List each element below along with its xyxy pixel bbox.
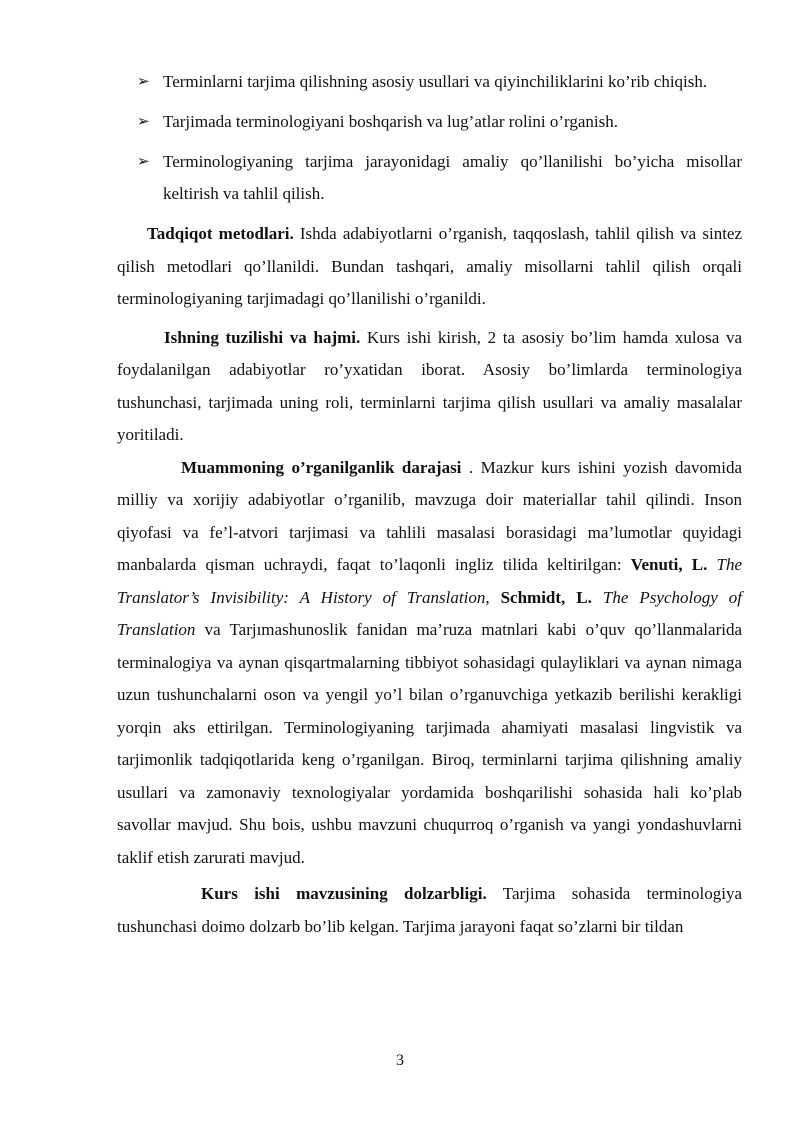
structure-text: Kurs ishi kirish, 2 ta asosiy bo’lim hamda xulosa va foydalanilgan adabiyotlar ro’yxatidan iborat. Asosiy bo’limlarda terminologiya tushunchasi, tarjimada uning roli, terminlarni tarjima qilish usullari va amaliy masalalar yoritiladi.: [117, 327, 742, 444]
problem-paragraph: [117, 452, 742, 875]
relevance-text: Tarjima sohasida terminologiya tushunchasi doimo dolzarb bo’lib kelgan. Tarjima jarayoni faqat so’zlarni bir tildan: [117, 884, 742, 936]
relevance-paragraph: [117, 878, 742, 943]
reference-title: The Translator’s Invisibility: A History of Translation: [117, 555, 742, 607]
reference-separator: ,: [485, 587, 501, 607]
objective-bullet: [117, 146, 742, 210]
bullet-text: Tarjimada terminologiyani boshqarish va lug’atlar rolini o’rganish.: [163, 112, 619, 131]
arrow-bullet-icon: ➢: [137, 74, 150, 90]
problem-text-continued: va Tarjımashunoslik fanidan ma’ruza matnlari kabi o’quv qo’llanmalarida terminalogiya va aynan qisqartmalarning tibbiyot sohasidagi qulayliklari va aynan nimaga uzun tushunchalarni oson va yengil yo’l bilan o’rganuvchiga yetkazib berilishi kerakligi yorqin aks ettirilgan. Terminologiyaning tarjimada ahamiyati masalasi lingvistik va tarjimonlik tadqiqotlarida keng o’rganilgan. Biroq, terminlarni tarjima qilishning amaliy usullari va zamonaviy texnologiyalar yordamida boshqarilishi sohasida hali ko’plab savollar mavjud. Shu bois, ushbu mavzuni chuqurroq o’rganish va yangi yondashuvlarni taklif etish zarurati mavjud.: [117, 620, 742, 867]
bullet-text: Terminologiyaning tarjima jarayonidagi amaliy qo’llanilishi bo’yicha misollar keltirish va tahlil qilish.: [163, 152, 742, 203]
arrow-bullet-icon: ➢: [137, 154, 150, 170]
bullet-text: Terminlarni tarjima qilishning asosiy usullari va qiyinchiliklarini ko’rib chiqish.: [163, 72, 708, 91]
page-number: 3: [396, 1052, 404, 1069]
page-content: [117, 66, 742, 943]
structure-paragraph: [117, 322, 742, 452]
structure-heading: Ishning tuzilishi va hajmi.: [164, 327, 361, 347]
problem-text: . Mazkur kurs ishini yozish davomida milliy va xorijiy adabiyotlar o’rganilib, mavzuga doir materiallar tahil qilindi. Inson qiyofasi va fe’l-atvori tarjimasi va tahlili masalasi borasidagi ma’lumotlar quyidagi manbalarda qisman uchraydi, faqat to’laqonli ingliz tilida keltirilgan:: [117, 457, 742, 574]
objective-bullet: [117, 66, 742, 98]
problem-heading: Muammoning o’rganilganlik darajasi: [181, 457, 462, 477]
objective-bullet: [117, 106, 742, 138]
reference-author: Venuti, L.: [630, 555, 708, 574]
methods-paragraph: [117, 218, 742, 316]
methods-text: Ishda adabiyotlarni o’rganish, taqqoslash, tahlil qilish va sintez qilish metodlari qo’llanildi. Bundan tashqari, amaliy misollarni tahlil qilish orqali terminologiyaning tarjimadagi qo’llanilishi o’rganildi.: [117, 224, 743, 308]
reference-title: The Psychology of Translation: [117, 587, 743, 639]
reference-author: Schmidt, L.: [500, 587, 592, 607]
arrow-bullet-icon: ➢: [137, 114, 150, 130]
relevance-heading: Kurs ishi mavzusining dolzarbligi.: [201, 884, 487, 903]
methods-heading: Tadqiqot metodlari.: [147, 224, 294, 243]
